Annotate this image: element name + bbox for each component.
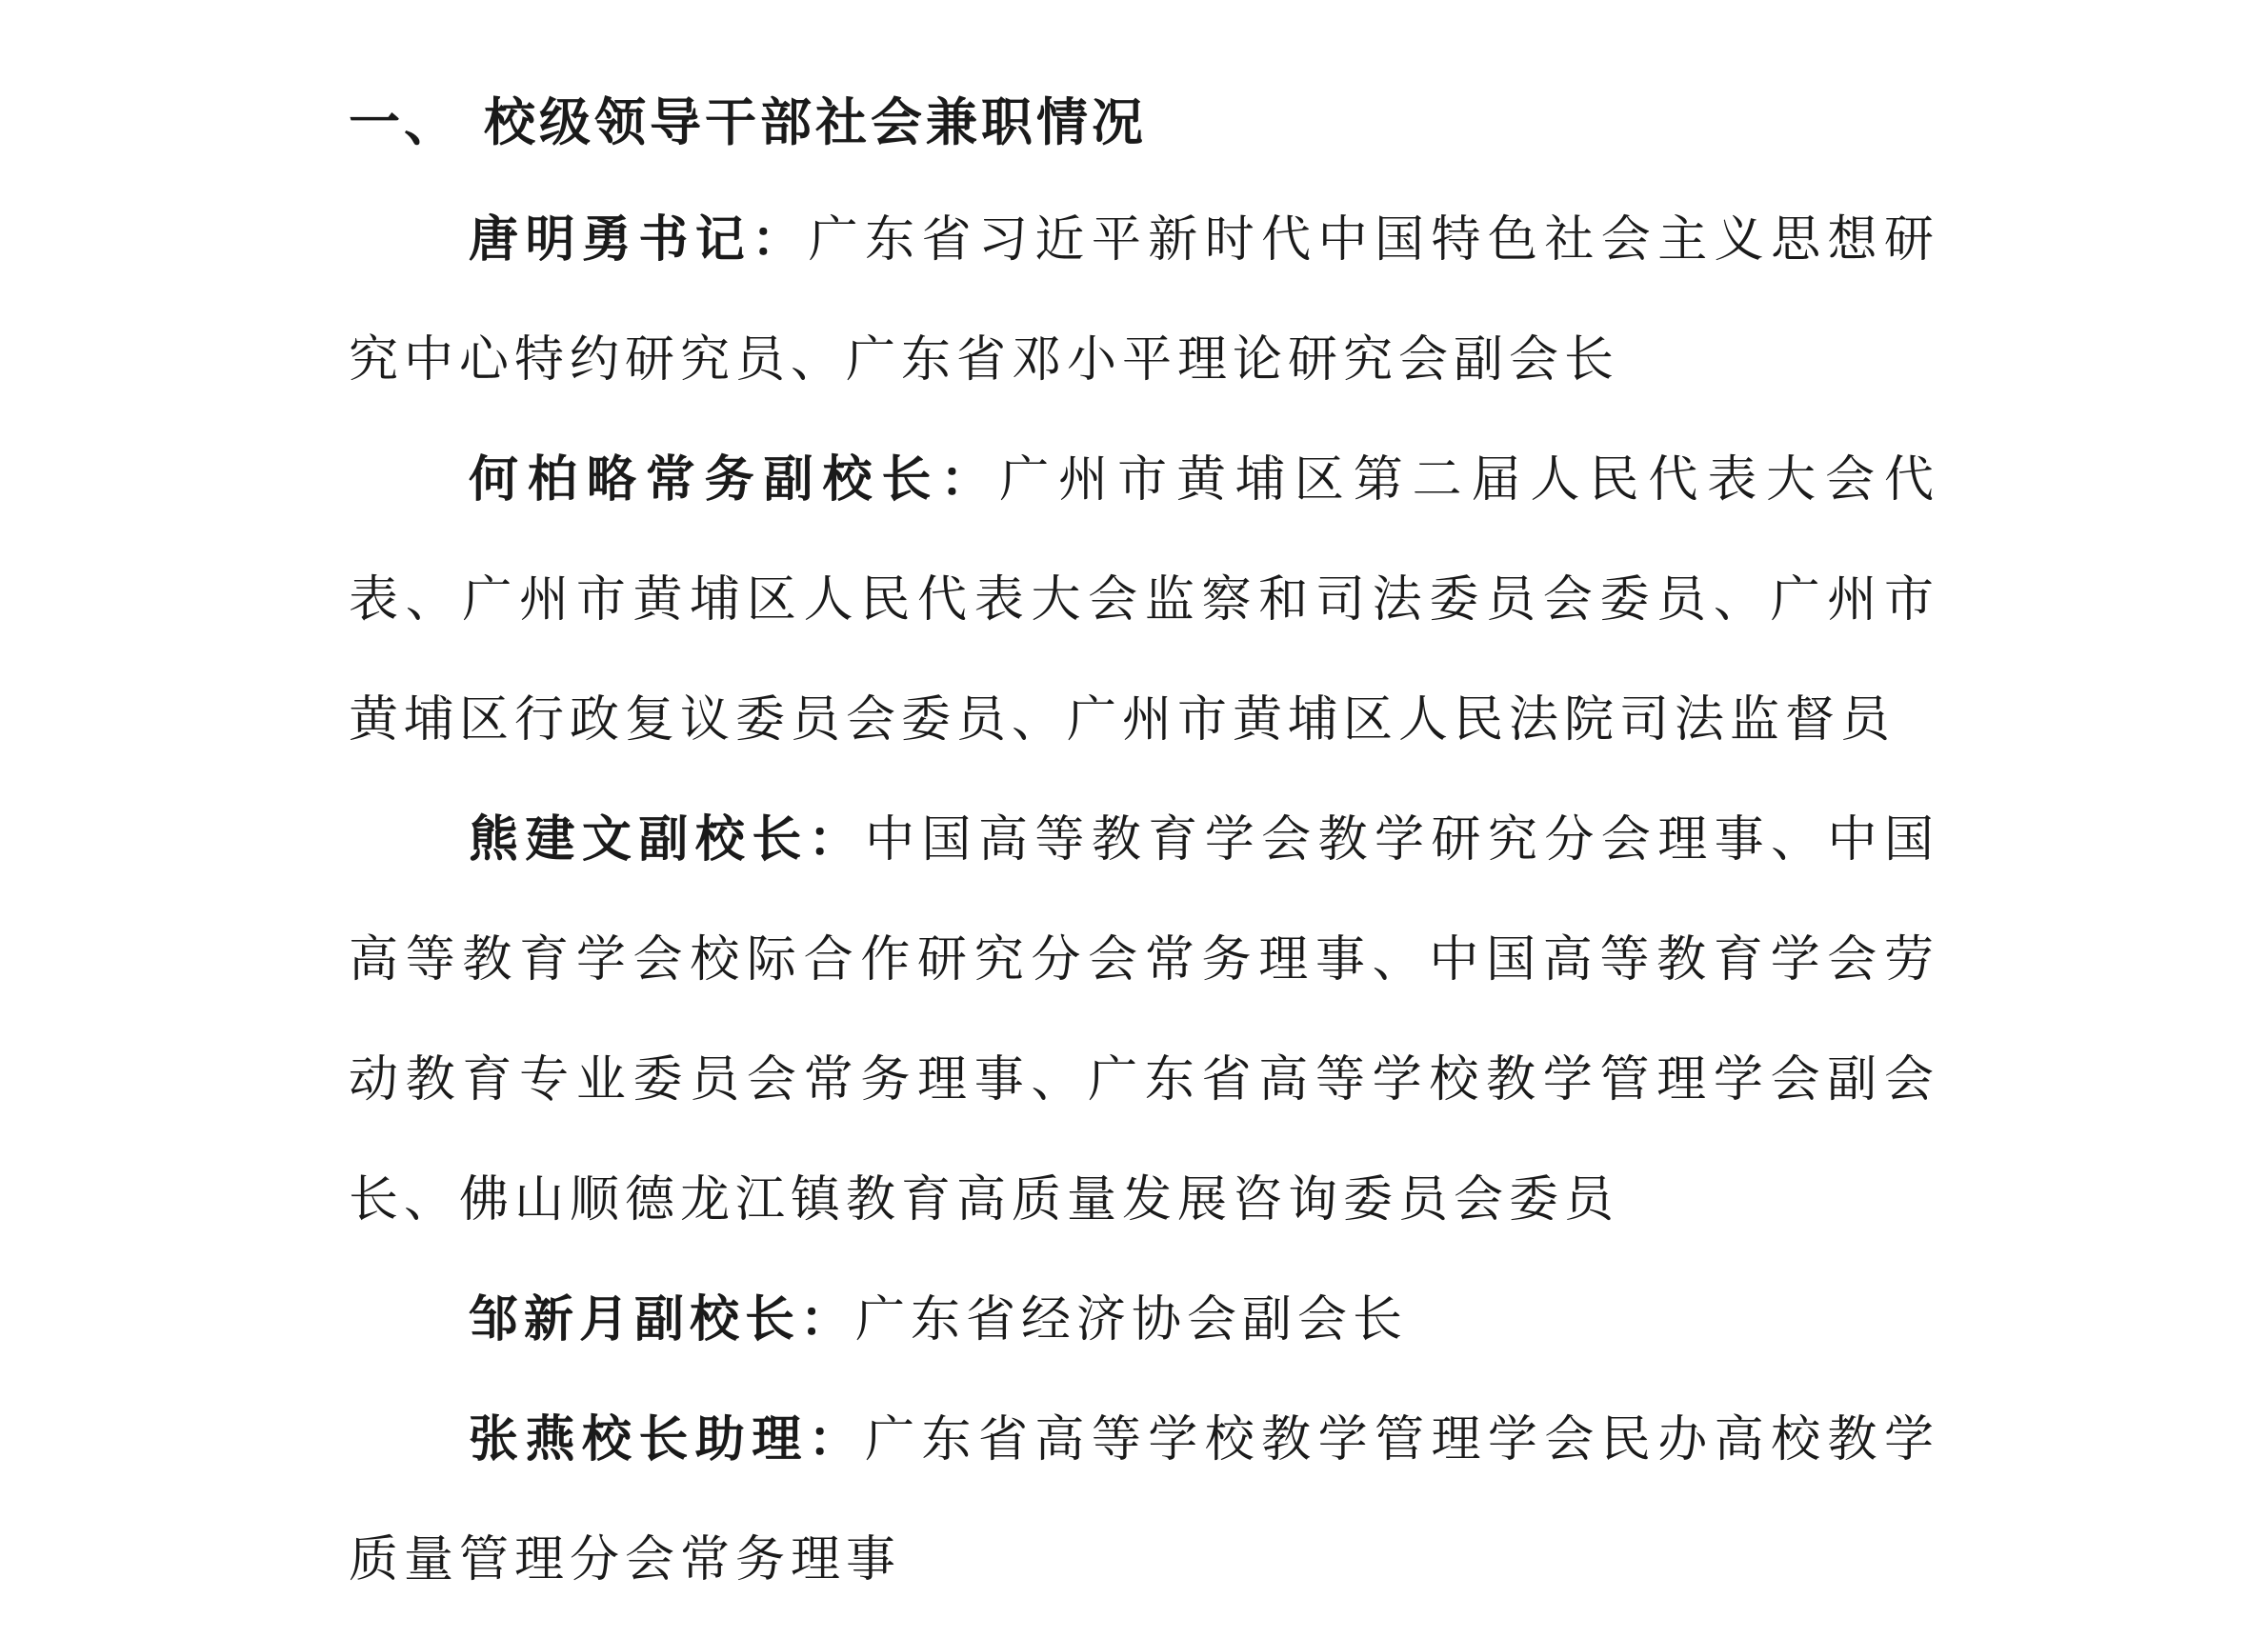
entry-name: 张燕校长助理： — [469, 1410, 866, 1468]
entry-description: 广东省高等学校教学管理学会民办高校教学质量管理分会常务理事 — [349, 1411, 1939, 1588]
entry-description: 广东省经济协会副会长 — [855, 1291, 1409, 1348]
entry-xiong-jianwen — [349, 780, 1939, 1260]
entry-name: 熊建文副校长： — [469, 810, 866, 869]
entry-name: 邹新月副校长： — [469, 1290, 856, 1348]
entry-description: 广州市黄埔区第二届人民代表大会代表、广州市黄埔区人民代表大会监察和司法委员会委员、广州市黄埔区行政复议委员会委员、广州市黄埔区人民法院司法监督员 — [349, 451, 1939, 749]
entry-zhang-yan — [349, 1380, 1939, 1620]
entry-zou-xinyue — [349, 1260, 1939, 1380]
entry-tang-mingyong — [349, 180, 1939, 420]
section-number: 一、 — [349, 91, 459, 152]
entry-name: 唐明勇书记： — [469, 210, 809, 269]
entry-description: 广东省习近平新时代中国特色社会主义思想研究中心特约研究员、广东省邓小平理论研究会副会长 — [349, 211, 1939, 389]
entry-description: 中国高等教育学会教学研究分会理事、中国高等教育学会校际合作研究分会常务理事、中国高等教育学会劳动教育专业委员会常务理事、广东省高等学校教学管理学会副会长、佛山顺德龙江镇教育高质量发展咨询委员会委员 — [349, 811, 1939, 1228]
section-title: 校级领导干部社会兼职情况 — [484, 91, 1147, 152]
section-heading — [349, 84, 1147, 160]
entry-name: 何柏略常务副校长： — [469, 450, 1000, 509]
entry-he-bailue — [349, 420, 1939, 780]
